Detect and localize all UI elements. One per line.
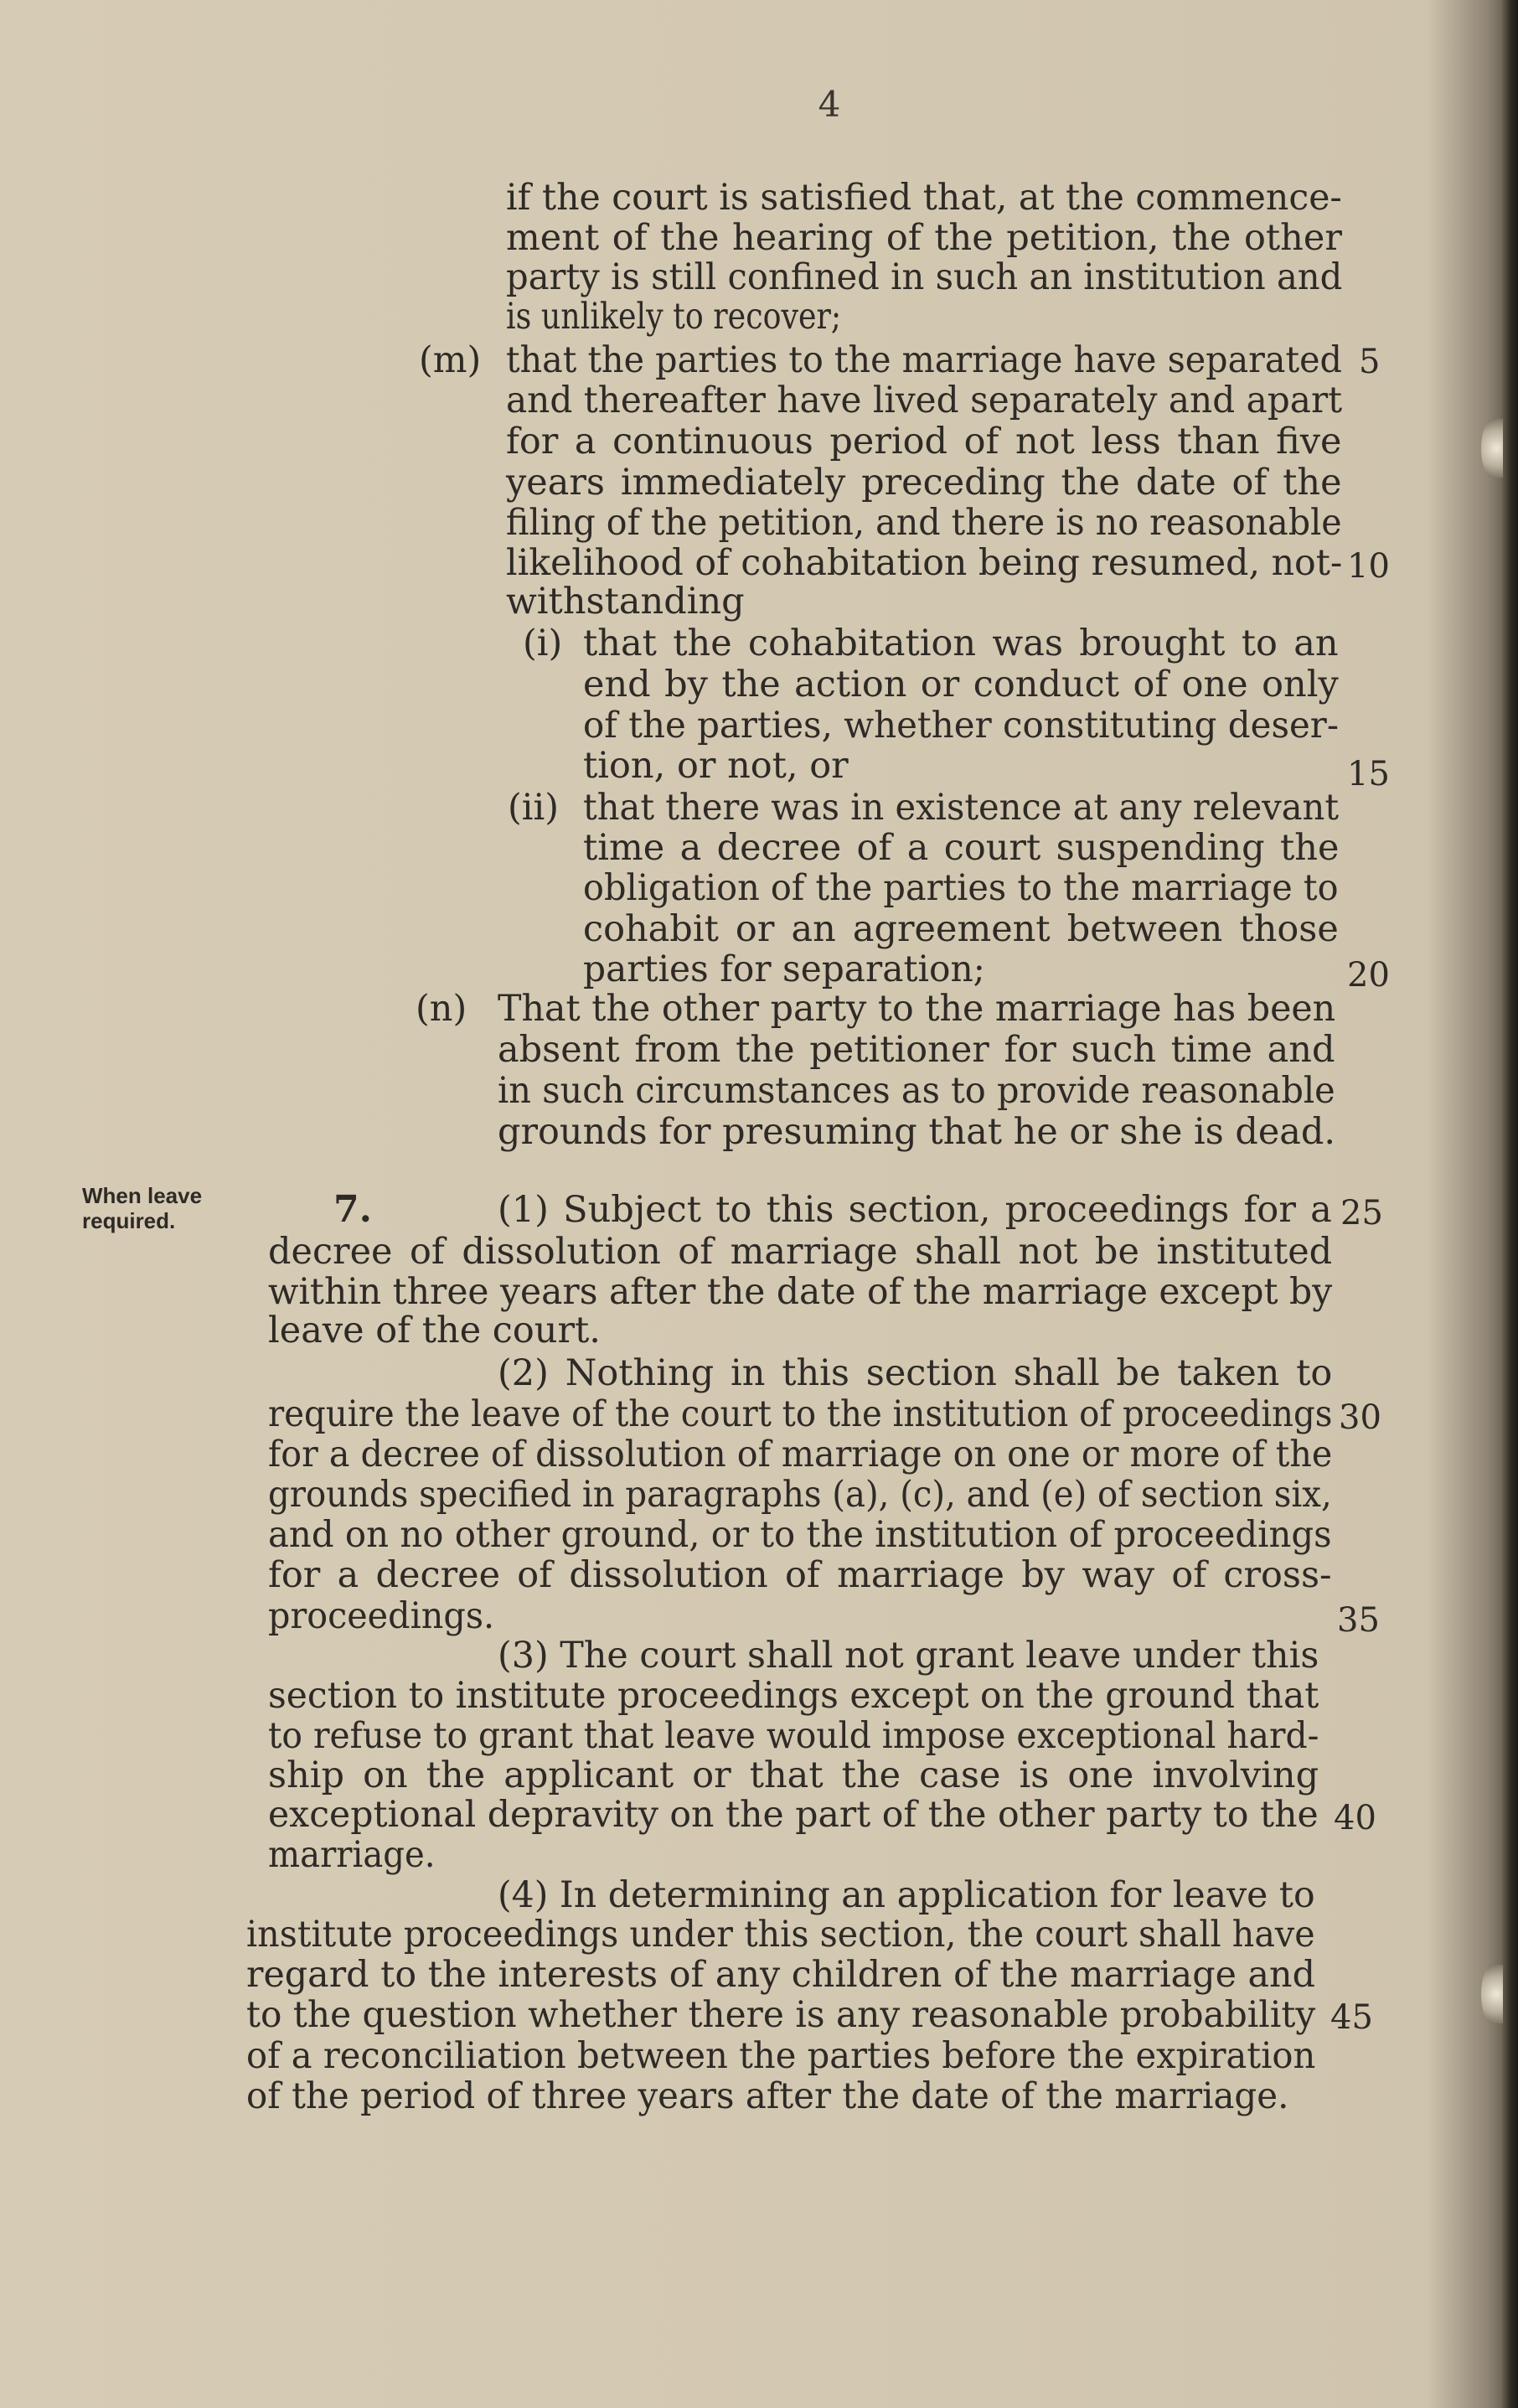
text-line: and thereafter have lived separately and apart	[506, 380, 1343, 421]
text-line: That the other party to the marriage has been	[498, 988, 1336, 1030]
text-line: to the question whether there is any reasonable probability	[246, 1994, 1316, 2036]
text-line: absent from the petitioner for such time and	[498, 1029, 1335, 1071]
line-number: 30	[1339, 1398, 1381, 1437]
text-line: to refuse to grant that leave would impose exceptional hard-	[268, 1715, 1319, 1757]
binding-clip-bottom	[1481, 1965, 1503, 2023]
margin-note-line-1: When leave	[82, 1183, 203, 1208]
text-line: and on no other ground, or to the institution of proceedings	[268, 1514, 1332, 1556]
text-line: years immediately preceding the date of the	[506, 462, 1342, 504]
text-line: regard to the interests of any children of the marriage and	[246, 1954, 1316, 1996]
text-line: grounds for presuming that he or she is dead.	[498, 1111, 1335, 1153]
text-line: (2) Nothing in this section shall be taken to	[498, 1352, 1333, 1394]
margin-note	[82, 1183, 202, 1233]
text-line: is unlikely to recover;	[506, 296, 842, 338]
text-line: require the leave of the court to the institution of proceedings	[268, 1393, 1333, 1435]
text-line: likelihood of cohabitation being resumed, not-	[506, 542, 1343, 584]
text-line: exceptional depravity on the part of the other party to the	[268, 1794, 1319, 1836]
section-number: 7.	[333, 1188, 372, 1231]
page-number: 4	[818, 84, 841, 125]
line-number: 20	[1347, 956, 1390, 995]
text-line: that there was in existence at any relevant	[583, 787, 1340, 829]
text-line: proceedings.	[268, 1595, 495, 1637]
book-spine-shadow	[1500, 0, 1518, 2408]
margin-note-line-2: required.	[82, 1208, 176, 1233]
text-line: for a continuous period of not less than five	[506, 421, 1342, 462]
text-line: withstanding	[506, 581, 745, 623]
text-line: that the cohabitation was brought to an	[583, 623, 1339, 664]
paragraph-marker: (m)	[419, 339, 482, 381]
text-line: section to institute proceedings except on the ground that	[268, 1675, 1319, 1717]
text-line: of a reconciliation between the parties before the expiration	[246, 2035, 1316, 2077]
line-number: 25	[1340, 1194, 1383, 1232]
text-line: ment of the hearing of the petition, the other	[506, 217, 1342, 259]
text-line: time a decree of a court suspending the	[583, 827, 1340, 869]
text-line: in such circumstances as to provide reasonable	[498, 1070, 1335, 1112]
line-number: 10	[1347, 547, 1390, 586]
text-line: (3) The court shall not grant leave under this	[498, 1635, 1319, 1677]
text-line: ship on the applicant or that the case is one involving	[268, 1754, 1319, 1796]
text-line: of the parties, whether constituting deser-	[583, 705, 1339, 747]
text-line: within three years after the date of the marriage except by	[268, 1271, 1333, 1313]
text-line: institute proceedings under this section, the court shall have	[246, 1914, 1315, 1956]
text-line: (1) Subject to this section, proceedings for a	[498, 1189, 1332, 1231]
text-line: if the court is satisfied that, at the commence-	[506, 177, 1342, 219]
paragraph-marker: (n)	[416, 988, 467, 1030]
text-line: (4) In determining an application for leave to	[498, 1874, 1315, 1916]
text-line: grounds specified in paragraphs (a), (c), and (e) of section six,	[268, 1474, 1332, 1516]
text-line: cohabit or an agreement between those	[583, 908, 1339, 950]
text-line: marriage.	[268, 1834, 436, 1876]
text-line: for a decree of dissolution of marriage on one or more of the	[268, 1434, 1333, 1475]
text-line: party is still confined in such an institution and	[506, 256, 1343, 298]
line-number: 5	[1359, 343, 1381, 381]
text-line: end by the action or conduct of one only	[583, 664, 1339, 705]
paragraph-marker: (i)	[523, 623, 563, 664]
line-number: 35	[1337, 1601, 1380, 1640]
line-number: 45	[1330, 1998, 1373, 2037]
binding-clip-top	[1481, 419, 1503, 478]
text-line: that the parties to the marriage have separated	[506, 339, 1342, 381]
text-line: for a decree of dissolution of marriage by way of cross-	[268, 1554, 1332, 1596]
text-line: tion, or not, or	[583, 745, 849, 787]
text-line: of the period of three years after the date of the marriage.	[246, 2075, 1289, 2117]
text-line: obligation of the parties to the marriage to	[583, 867, 1339, 909]
line-number: 15	[1347, 755, 1390, 793]
paragraph-marker: (ii)	[508, 787, 560, 829]
text-line: parties for separation;	[583, 948, 985, 990]
text-line: decree of dissolution of marriage shall not be instituted	[268, 1231, 1333, 1273]
line-number: 40	[1334, 1799, 1376, 1837]
text-line: filing of the petition, and there is no reasonable	[506, 502, 1342, 544]
text-line: leave of the court.	[268, 1310, 601, 1351]
